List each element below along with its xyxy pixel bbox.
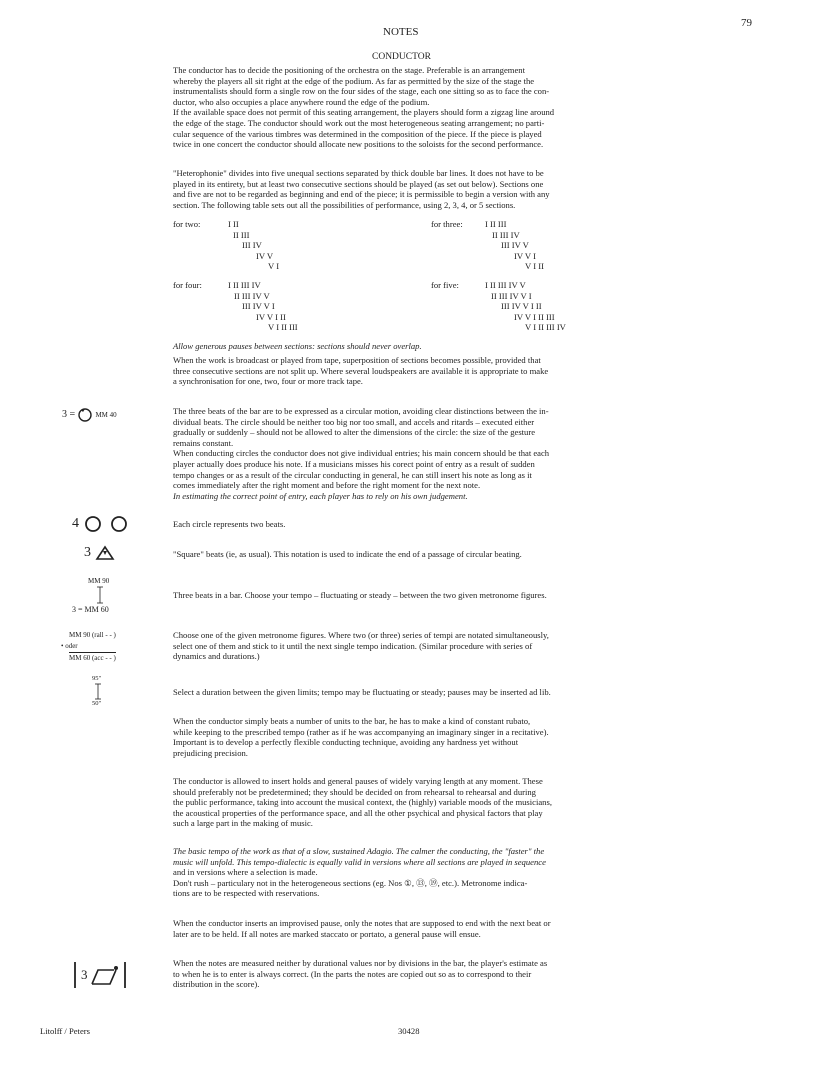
table-rows-four: I II III IV II III IV V III IV V I IV V I II V I II III [228, 280, 298, 333]
pauses-note: Allow generous pauses between sections: sections should never overlap. [173, 341, 422, 351]
plate-number: 30428 [398, 1026, 420, 1036]
paragraph-improvised-pause: When the conductor inserts an improvised pause, only the notes that are supposed to end with the next beat or later are to be held. If all notes are marked staccato or portato, a general pause will ensue. [173, 918, 551, 939]
paragraph-square-beats: "Square" beats (ie, as usual). This notation is used to indicate the end of a passage of circular beating. [173, 549, 522, 559]
metronome-top: MM 90 [88, 577, 110, 585]
table-label-four: for four: [173, 280, 202, 290]
table-rows-five: I II III IV V II III IV V I III IV V I II IV V I II III V I II III IV [485, 280, 566, 333]
range-line-icon [90, 585, 110, 605]
section-heading: CONDUCTOR [372, 52, 431, 62]
publisher-footer: Litolff / Peters [40, 1026, 90, 1036]
duration-range-icon [90, 683, 106, 701]
paragraph-rubato: When the conductor simply beats a number of units to the bar, he has to make a kind of constant rubato, while keeping to the prescribed tempo (rather as if he was accompanying an imaginary singer in a recitative). Important is to develop a perfectly flexible conducting technique, avoiding any hardness yet without prejudicing precision. [173, 716, 549, 758]
metronome-alternatives: MM 90 (rall - - ) • oder MM 60 (acc - - ) [61, 631, 116, 662]
table-label-five: for five: [431, 280, 459, 290]
paragraph-sections: "Heterophonie" divides into five unequal sections separated by thick double bar lines. It does not have to be played in its entirety, but at least two consecutive sections should be played (as set out below). Sections one and five are not to be regarded as beginning and end of the piece; it is permissible to begin a version with any section. The following table sets out all the possibilities of performance, using 2, 3, 4, or 5 sections. [173, 168, 550, 210]
paragraph-broadcast: When the work is broadcast or played from tape, superposition of sections becomes possible, provided that three consecutive sections are not split up. Where several loudspeakers are available it is appropriate to make a synchronisation for one, two, four or more track tape. [173, 355, 549, 387]
paragraph-duration: Select a duration between the given limits; tempo may be fluctuating or steady; pauses may be inserted ad lib. [173, 687, 551, 697]
paragraph-unmeasured: When the notes are measured neither by durational values nor by divisions in the bar, the player's estimate as to when he is to enter is always correct. (In the parts the notes are copied out so as to correspond to their distribution in the score). [173, 958, 548, 990]
duration-bottom: 50" [92, 700, 102, 707]
symbol-free-entry: 3 [72, 958, 128, 995]
paragraph-three-beats: Three beats in a bar. Choose your tempo – fluctuating or steady – between the two given metronome figures. [173, 590, 547, 600]
table-rows-three: I II III II III IV III IV V IV V I V I II [485, 219, 544, 272]
circle-arrow-icon [77, 408, 93, 422]
paragraph-each-circle: Each circle represents two beats. [173, 519, 286, 529]
paragraph-tempo: The basic tempo of the work as that of a slow, sustained Adagio. The calmer the conducting, the "faster" the music will unfold. This tempo-dialectic is equally valid in versions where all sections are played in sequence and in versions where a selection is made. Don't rush – particulary not in the heterogeneous sections (eg. Nos ①, ⑬, ⑲, etc.). Metronome indica- tions are to be respected with reservations. [173, 846, 546, 899]
paragraph-circular: The three beats of the bar are to be expressed as a circular motion, avoiding clear distinctions between the in- dividual beats. The circle should be neither too big nor too small, and accels and ritards – executed either gradually or suddenly – should not be allowed to alter the dimensions of the circle: the size of the gesture remains constant. When conducting circles the conductor does not give individual entries; his main concern should be that each player actually does produce his note. If a musicians misses his corect point of entry as a result of sudden tempo changes or as a result of the circular conducting in general, he can still insert his note as long as it comes immediately after the right moment and before the right moment for the next note. In estimating the correct point of entry, each player has to rely on his own judgement. [173, 406, 550, 501]
triangle-beat-icon [95, 545, 115, 561]
table-rows-two: I II II III III IV IV V V I [228, 219, 280, 272]
page-title: NOTES [383, 26, 419, 38]
paragraph-metronome-choice: Choose one of the given metronome figures. Where two (or three) series of tempi are notated simultaneously, select one of them and stick to it until the next single tempo indication. (Similar procedure with series of dynamics and durations.) [173, 630, 549, 662]
symbol-square-beat: 3 [84, 545, 115, 561]
metronome-bottom: 3 = MM 60 [72, 605, 109, 614]
page-number: 79 [741, 17, 752, 29]
table-label-two: for two: [173, 219, 201, 229]
table-label-three: for three: [431, 219, 463, 229]
symbol-circular-beat: 3 = MM 40 [62, 408, 117, 422]
double-circle-icon [83, 515, 133, 533]
symbol-two-circles: 4 [72, 515, 133, 533]
paragraph-seating: The conductor has to decide the positioning of the orchestra on the stage. Preferable is an arrangement whereby the players all sit right at the edge of the podium. As far as permitted by the size of the stage the instrumentalists should form a single row on the four sides of the stage, each one sitting so as to face the con- ductor, who also occupies a place anywhere round the edge of the podium. If the available space does not permit of this seating arrangement, the players should form a zigzag line around the edge of the stage. The conductor should work out the most heterogeneous seating arrangement; no parti- cular sequence of the various timbres was determined in the composition of the piece. If the piece is played twice in one concert the conductor should allocate new positions to the soloists for the second performance. [173, 65, 555, 150]
duration-top: 95" [92, 675, 102, 682]
paragraph-holds: The conductor is allowed to insert holds and general pauses of widely varying length at any moment. These should preferably not be predetermined; they should be decided on from rehearsal to rehearsal and during the public performance, taking into account the musical context, the (highly) variable moods of the musicians, the acoustical properties of the performance space, and all the other psychical and physical factors that play such a large part in the making of music. [173, 776, 552, 829]
